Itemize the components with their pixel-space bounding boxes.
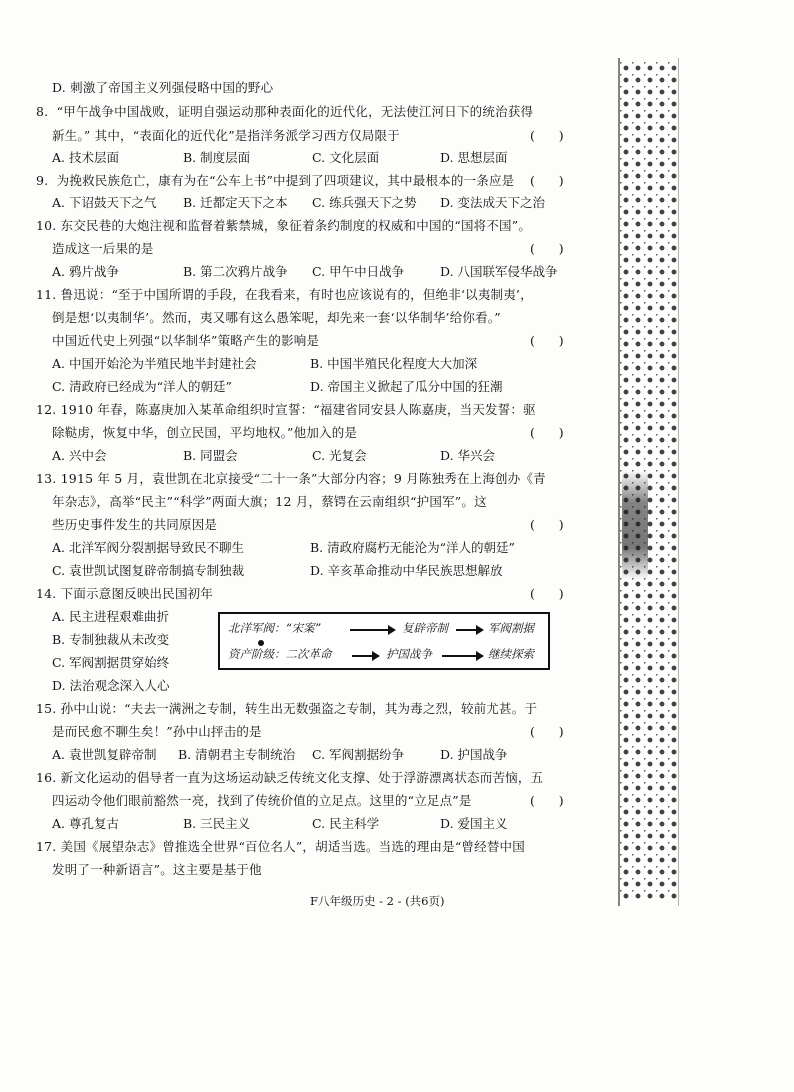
- q12-stem-line1: 12. 1910 年春，陈嘉庚加入某革命组织时宣誓：“福建省同安县人陈嘉庚，当天发誓：驱: [36, 402, 536, 417]
- q11-stem-line1: 11. 鲁迅说：“至于中国所谓的手段，在我看来，有时也应该说有的，但绝非‘以夷制夷’，: [36, 287, 533, 302]
- q10-stem-line1: 10. 东交民巷的大炮注视和监督着紫禁城，象征着条约制度的权威和中国的“国将不国”。: [36, 218, 532, 233]
- answer-blank: ( ): [530, 241, 564, 256]
- q14-stem: 14. 下面示意图反映出民国初年: [36, 586, 214, 601]
- q9-option-d: D. 变法成天下之治: [440, 195, 546, 210]
- arrow-icon: [352, 655, 378, 657]
- q16-option-d: D. 爱国主义: [440, 816, 508, 831]
- diagram-row1-mid: 复辟帝制: [402, 621, 448, 635]
- q13-option-c: C. 袁世凯试图复辟帝制搞专制独裁: [52, 563, 245, 578]
- q10-option-d: D. 八国联军侵华战争: [440, 264, 558, 279]
- q8-option-d: D. 思想层面: [440, 150, 508, 165]
- q12-option-c: C. 光复会: [312, 448, 367, 463]
- q15-option-c: C. 军阀割据纷争: [312, 747, 405, 762]
- q15-stem-line1: 15. 孙中山说：“夫去一满洲之专制，转生出无数强盗之专制，其为毒之烈，较前尤甚。于: [36, 701, 538, 716]
- q12-stem-line2: 除鞑虏，恢复中华，创立民国，平均地权。”他加入的是: [52, 425, 358, 440]
- q11-stem-line3: 中国近代史上列强“以华制华”策略产生的影响是: [52, 333, 320, 348]
- q12-option-a: A. 兴中会: [52, 448, 107, 463]
- q14-option-c: C. 军阀割据贯穿始终: [52, 655, 170, 670]
- answer-blank: ( ): [530, 173, 564, 188]
- q15-option-b: B. 清朝君主专制统治: [178, 747, 296, 762]
- q15-option-d: D. 护国战争: [440, 747, 508, 762]
- answer-blank: ( ): [530, 724, 564, 739]
- q16-option-b: B. 三民主义: [183, 816, 251, 831]
- diagram-row2-start: 资产阶级：二次革命: [228, 647, 332, 661]
- arrow-icon: [456, 629, 482, 631]
- q15-option-a: A. 袁世凯复辟帝制: [52, 747, 157, 762]
- q11-option-d: D. 帝国主义掀起了瓜分中国的狂潮: [310, 379, 503, 394]
- q17-stem-line1: 17. 美国《展望杂志》曾推选全世界“百位名人”，胡适当选。当选的理由是“曾经替中国: [36, 839, 525, 854]
- q13-option-d: D. 辛亥革命推动中华民族思想解放: [310, 563, 503, 578]
- q11-option-b: B. 中国半殖民化程度大大加深: [310, 356, 478, 371]
- q7-option-d: D. 刺激了帝国主义列强侵略中国的野心: [52, 80, 274, 95]
- arrow-icon: [350, 629, 394, 631]
- q14-flow-diagram: [218, 612, 550, 670]
- q9-option-a: A. 下诏鼓天下之气: [52, 195, 157, 210]
- diagram-row1-start: 北洋军阀：“宋案”: [228, 621, 321, 635]
- q13-option-b: B. 清政府腐朽无能沦为“洋人的朝廷”: [310, 540, 515, 555]
- q16-stem-line1: 16. 新文化运动的倡导者一直为这场运动缺乏传统文化支撑、处于浮游漂离状态而苦恼，五: [36, 770, 544, 785]
- diagram-row1-end: 军阀割据: [488, 621, 534, 635]
- q16-option-a: A. 尊孔复古: [52, 816, 119, 831]
- q9-option-c: C. 练兵强天下之势: [312, 195, 417, 210]
- q15-stem-line2: 是而民愈不聊生矣！”孙中山抨击的是: [52, 724, 262, 739]
- diagram-row2-mid: 护国战争: [386, 647, 432, 661]
- q11-stem-line2: 倒是想‘以夷制华’。然而，夷又哪有这么愚笨呢，却先来一套‘以华制华’给你看。”: [52, 310, 501, 325]
- q13-stem-line2: 年杂志》，高举“民主”“科学”两面大旗；12 月，蔡锷在云南组织“护国军”。这: [52, 494, 487, 509]
- q8-stem-line2: 新生。” 其中，“表面化的近代化”是指洋务派学习西方仅局限于: [52, 128, 400, 143]
- q16-option-c: C. 民主科学: [312, 816, 380, 831]
- q9-option-b: B. 迁都定天下之本: [183, 195, 288, 210]
- arrow-icon: [442, 655, 482, 657]
- q9-stem: 9. 为挽救民族危亡，康有为在“公车上书”中提到了四项建议，其中最根本的一条应是: [36, 173, 515, 188]
- q10-option-a: A. 鸦片战争: [52, 264, 119, 279]
- q8-stem-line1: 8. “甲午战争中国战败，证明自强运动那种表面化的近代化，无法使江河日下的统治获得: [36, 104, 534, 119]
- answer-blank: ( ): [530, 425, 564, 440]
- diagram-row2-end: 继续探索: [488, 647, 534, 661]
- q10-option-c: C. 甲午中日战争: [312, 264, 405, 279]
- binding-inner-edge: [678, 58, 679, 906]
- q13-option-a: A. 北洋军阀分裂割据导致民不聊生: [52, 540, 244, 555]
- answer-blank: ( ): [530, 793, 564, 808]
- q16-stem-line2: 四运动令他们眼前豁然一亮，找到了传统价值的立足点。这里的“立足点”是: [52, 793, 472, 808]
- answer-blank: ( ): [530, 517, 564, 532]
- q8-option-a: A. 技术层面: [52, 150, 119, 165]
- q12-option-d: D. 华兴会: [440, 448, 496, 463]
- q8-option-c: C. 文化层面: [312, 150, 380, 165]
- q10-stem-line2: 造成这一后果的是: [52, 241, 154, 256]
- q11-option-a: A. 中国开始沦为半殖民地半封建社会: [52, 356, 257, 371]
- page-footer: F八年级历史 - 2 - (共6页): [310, 894, 445, 908]
- q14-option-d: D. 法治观念深入人心: [52, 678, 170, 693]
- q12-option-b: B. 同盟会: [183, 448, 238, 463]
- q14-option-b: B. 专制独裁从未改变: [52, 632, 170, 647]
- q8-option-b: B. 制度层面: [183, 150, 251, 165]
- q13-stem-line3: 些历史事件发生的共同原因是: [52, 517, 218, 532]
- answer-blank: ( ): [530, 586, 564, 601]
- q11-option-c: C. 清政府已经成为“洋人的朝廷”: [52, 379, 232, 394]
- q17-stem-line2: 发明了一种新语言”。这主要是基于他: [52, 862, 262, 877]
- q10-option-b: B. 第二次鸦片战争: [183, 264, 288, 279]
- scan-smudge: [622, 470, 648, 580]
- q14-option-a: A. 民主进程艰难曲折: [52, 609, 169, 624]
- answer-blank: ( ): [530, 333, 564, 348]
- answer-blank: ( ): [530, 128, 564, 143]
- q13-stem-line1: 13. 1915 年 5 月，袁世凯在北京接受“二十一条”大部分内容；9 月陈独秀在上海创办《青: [36, 471, 546, 486]
